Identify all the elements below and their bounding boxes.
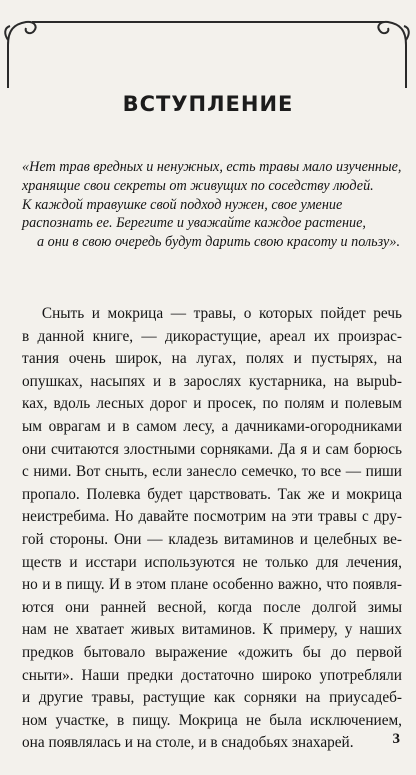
epigraph-line: «Нет трав вредных и ненужных, есть травы мало изученные, (22, 159, 402, 175)
body-line: она появлялась и на столе, и в снадобьях знахарей. (22, 734, 354, 752)
body-line: опушках, насыпях и в зарослях кустарника, на вырub- (22, 372, 402, 390)
body-line: они считаются злостными сорняками. Да я и сам борюсь (22, 440, 402, 458)
body-line: гой стороны. Они — кладезь витаминов и целебных ве- (22, 530, 402, 548)
epigraph-line: распознать ее. Берегите и уважайте каждое растение, (22, 215, 366, 232)
chapter-title: ВСТУПЛЕНИЕ (122, 92, 294, 116)
body-line: в данной книге, — дикорастущие, ареал их произрас- (22, 327, 402, 345)
epigraph-line: К каждой травушке свой подход нужен, свое умение (22, 196, 343, 213)
body-line: неистребима. Но давайте посмотрим на эти травы с дру- (22, 508, 402, 526)
body-line: предков бытовало выражение «дожить бы до первой (22, 643, 402, 661)
body-line: и другие травы, растущие как сорняки на приусадеб- (22, 689, 402, 707)
body-line: пропало. Полевка будет царствовать. Так же и мокрица (22, 485, 402, 503)
epigraph-line: а они в свою очередь будут дарить свою красоту и пользу». (36, 234, 400, 251)
body-line: ном участке, в пищу. Мокрица не была исключением, (22, 711, 402, 729)
epigraph-line: хранящие свои секреты от живущих по соседству людей. (22, 177, 374, 194)
frame-ornament-icon (0, 0, 416, 90)
body-paragraph (22, 303, 402, 755)
epigraph (22, 158, 400, 252)
body-line: тания очень широк, на лугах, полях и пустырях, на (22, 350, 402, 368)
body-line: Сныть и мокрица — травы, о которых пойдет речь (41, 305, 402, 322)
body-line: с ними. Вот сныть, если занесло семечко, то все — пиши (22, 463, 402, 481)
page-number: 3 (392, 731, 400, 747)
body-line: ются они ранней весной, когда после долгой зимы (22, 598, 402, 616)
ornamental-frame (0, 0, 416, 90)
body-line: ществ и исстари используются не только для лечения, (22, 553, 402, 571)
body-line: но и в пищу. И в этом плане особенно важно, что появля- (22, 576, 402, 594)
body-line: ым оврагам и в самом лесу, а дачниками-огородниками (22, 417, 402, 435)
body-line: ках, вдоль лесных дорог и просек, по полям и полевым (22, 395, 402, 413)
body-line: нам не хватает живых витаминов. К примеру, у наших (22, 621, 402, 639)
body-line: сныти». Наши предки достаточно широко употребляли (22, 666, 402, 684)
